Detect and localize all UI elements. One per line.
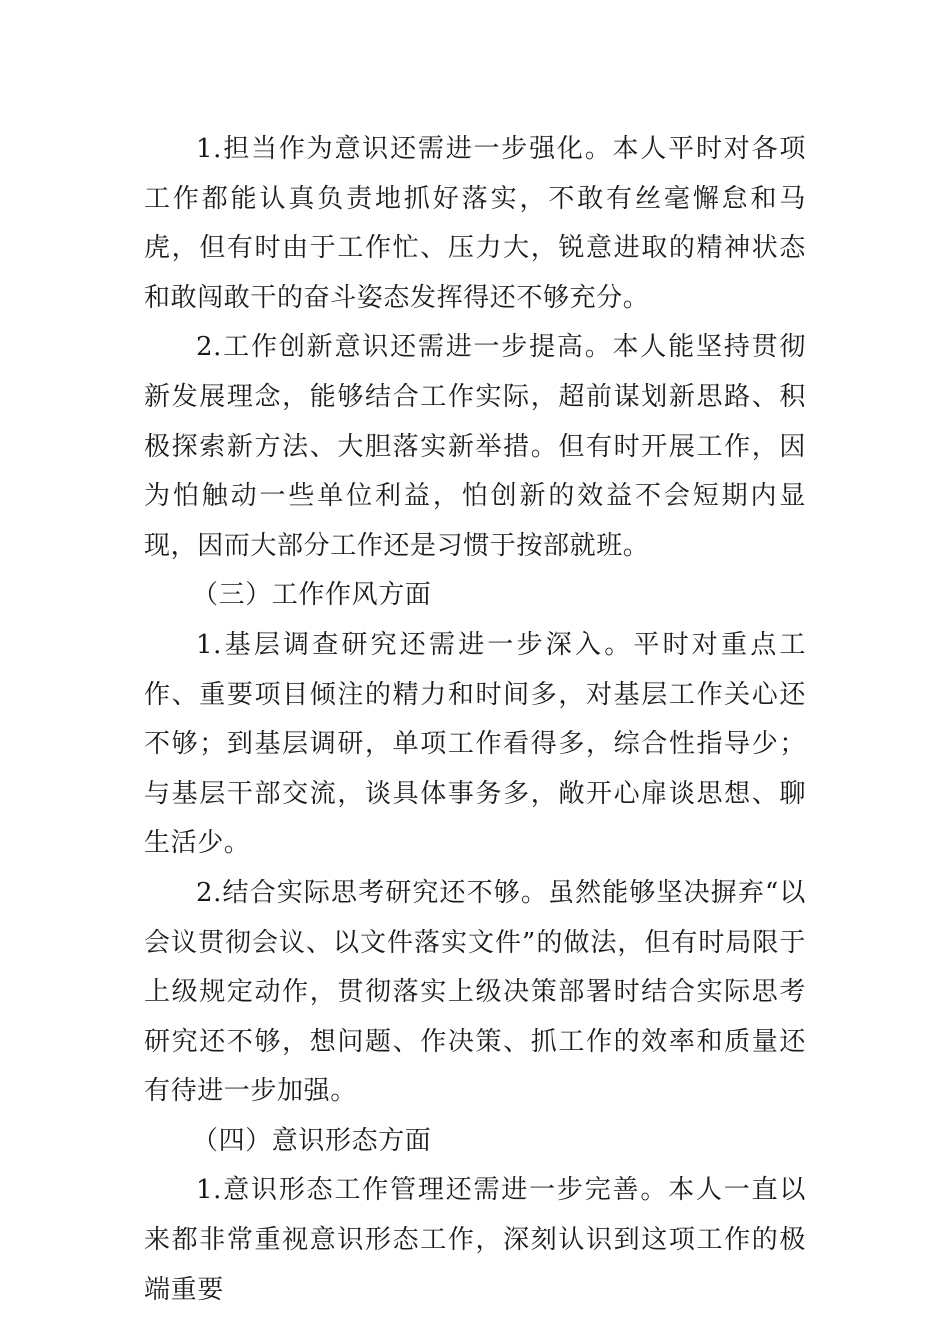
section-heading-work-style: （三）工作作风方面 (192, 580, 432, 611)
paragraph-responsibility: 1.担当作为意识还需进一步强化。本人平时对各项工作都能认真负责地抓好落实，不敢有丝毫懈怠和马虎，但有时由于工作忙、压力大，锐意进取的精神状态和敢闯敢干的奋斗姿态发挥得还不够充分。 (144, 134, 806, 313)
paragraph-ideology-management: 1.意识形态工作管理还需进一步完善。本人一直以来都非常重视意识形态工作，深刻认识到这项工作的极端重要 (144, 1175, 806, 1305)
paragraph-innovation: 2.工作创新意识还需进一步提高。本人能坚持贯彻新发展理念，能够结合工作实际，超前谋划新思路、积极探索新方法、大胆落实新举措。但有时开展工作，因为怕触动一些单位利益，怕创新的效益不会短期内显现，因而大部分工作还是习惯于按部就班。 (144, 332, 806, 561)
paragraph-practical-thinking: 2.结合实际思考研究还不够。虽然能够坚决摒弃“以会议贯彻会议、以文件落实文件”的做法，但有时局限于上级规定动作，贯彻落实上级决策部署时结合实际思考研究还不够，想问题、作决策、抓工作的效率和质量还有待进一步加强。 (144, 877, 806, 1107)
section-heading-ideology: （四）意识形态方面 (192, 1125, 432, 1156)
paragraph-grassroots-research: 1.基层调查研究还需进一步深入。平时对重点工作、重要项目倾注的精力和时间多，对基层工作关心还不够；到基层调研，单项工作看得多，综合性指导少；与基层干部交流，谈具体事务多，敞开心扉谈思想、聊生活少。 (144, 629, 806, 859)
document-body (144, 125, 806, 1315)
